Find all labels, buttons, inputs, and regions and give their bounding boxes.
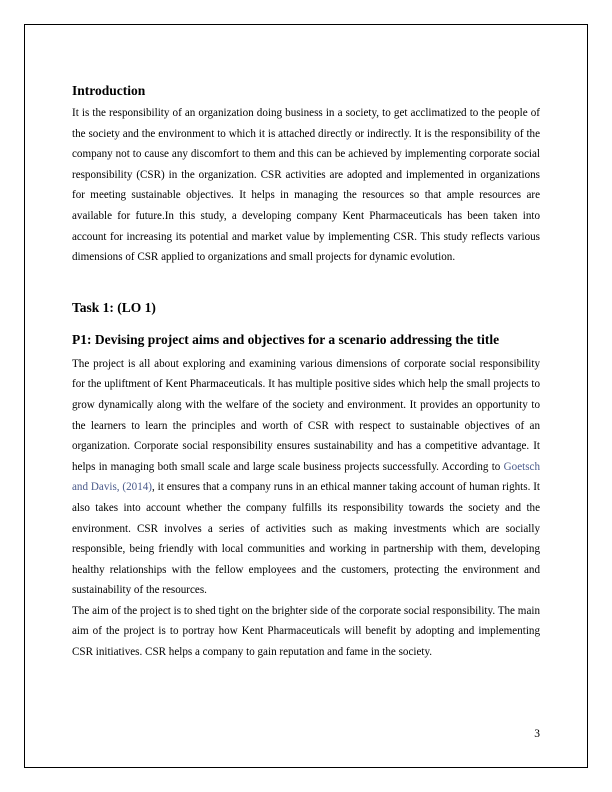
citation-link[interactable]: Goetsch and Davis, (2014) [72, 460, 540, 494]
p1-paragraph-2: The aim of the project is to shed tight on the brighter side of the corporate social responsibility. The main aim of the project is to portray how Kent Pharmaceuticals will benefit by adopting and implementing CSR initiatives. CSR helps a company to gain reputation and fame in the society. [72, 604, 540, 659]
introduction-heading: Introduction [72, 83, 146, 98]
document-body [72, 82, 540, 663]
introduction-paragraph: It is the responsibility of an organization doing business in a society, to get acclimatized to the people of the society and the environment to which it is attached directly or indirectly. It is the responsibility of the company not to cause any discomfort to them and this can be achieved by implementing corporate social responsibility (CSR) in the organization. CSR activities are adopted and implemented in organizations for meeting sustainable objectives. It helps in managing the resources so that ample resources are available for future.In this study, a developing company Kent Pharmaceuticals has been taken into account for increasing its potential and market value by implementing CSR. This study reflects various dimensions of CSR applied to organizations and small projects for dynamic evolution. [72, 107, 540, 264]
task-heading: Task 1: (LO 1) [72, 299, 156, 315]
p1-paragraph-1 [72, 354, 540, 601]
page-number: 3 [534, 728, 540, 740]
p1-heading: P1: Devising project aims and objectives for a scenario addressing the title [72, 331, 500, 347]
p1-paragraph-1-after: , it ensures that a company runs in an ethical manner taking account of human rights. It also takes into account whether the company fulfills its responsibility towards the society and the environment. CSR involves a series of activities such as making investments which are socially responsible, being friendly with local communities and working in partnership with them, developing healthy relationships with the fellow employees and the customers, protecting the environment and sustainability of the resources. [72, 481, 541, 597]
p1-paragraph-1-before: The project is all about exploring and examining various dimensions of corporate social responsibility for the upliftment of Kent Pharmaceuticals. It has multiple positive sides which help the small projects to grow dynamically along with the welfare of the society and environment. It provides an opportunity to the learners to learn the principles and worth of CSR with respect to sustainable objectives of an organization. Corporate social responsibility ensures sustainability and has a competitive advantage. It helps in managing both small scale and large scale business projects successfully. According to [72, 357, 540, 473]
